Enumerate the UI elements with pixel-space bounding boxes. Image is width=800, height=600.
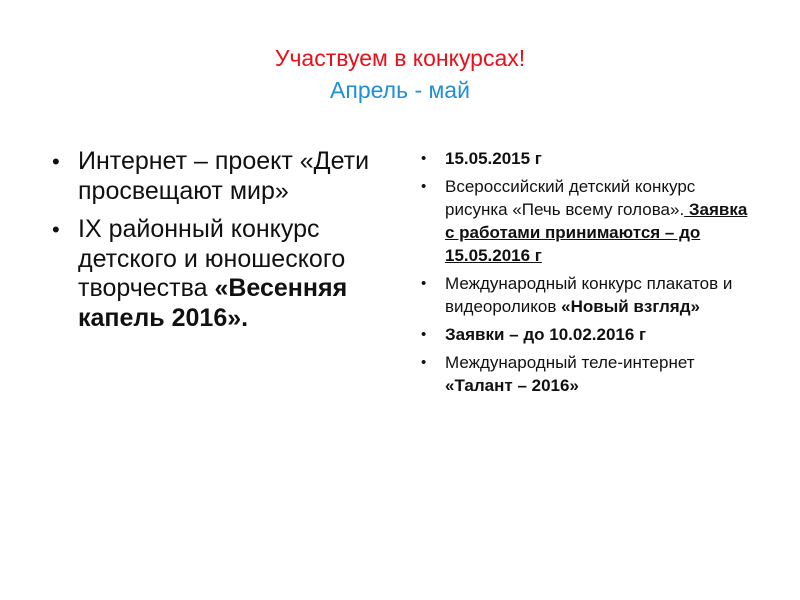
list-item-text: Международный теле-интернет [445,353,695,372]
bullet-icon: • [52,217,60,242]
bullet-icon: • [421,326,427,343]
bullet-icon: • [421,354,427,371]
bullet-icon: • [421,178,427,195]
contest-name: «Весенняя капель 2016». [78,274,348,332]
deadline-text: Заявки – до 10.02.2016 г [445,325,647,344]
list-item [417,323,757,346]
deadline-text: Заявка с работами принимаются – до 15.05.2016 г [445,200,748,265]
list-item-text: IX районный конкурс детского и юношеского творчества [78,215,346,302]
bullet-icon: • [421,150,427,167]
contest-name: «Талант – 2016» [445,376,579,395]
list-item-text: Всероссийский детский конкурс рисунка «Печь всему голова». [445,177,696,219]
list-item-text: Международный конкурс плакатов и видеороликов [445,274,733,316]
title-line-2: Апрель - май [330,77,470,103]
list-item [52,147,382,206]
list-item [417,147,757,170]
list-item-text: Интернет – проект «Дети просвещают мир» [78,147,370,205]
bullet-icon: • [52,149,60,174]
left-bullet-list [52,147,382,342]
bullet-icon: • [421,275,427,292]
list-item [417,175,757,267]
list-item [52,215,382,333]
list-item [417,272,757,318]
contest-name: «Новый взгляд» [561,297,700,316]
slide-title [0,42,800,106]
title-line-1: Участвуем в конкурсах! [274,45,526,71]
date-text: 15.05.2015 г [445,149,542,168]
right-bullet-list [417,147,757,402]
list-item [417,351,757,397]
